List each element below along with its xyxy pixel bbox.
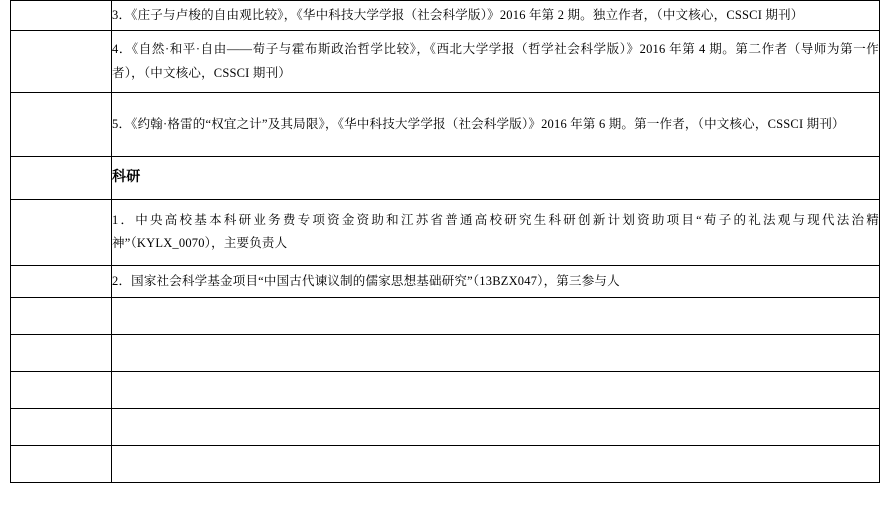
table-row bbox=[11, 445, 880, 482]
row-label-cell bbox=[11, 31, 112, 93]
publication-item-3: 3．《庄子与卢梭的自由观比较》，《华中科技大学学报（社会科学版）》2016 年第 2 期。独立作者，（中文核心，CSSCI 期刊） bbox=[112, 1, 880, 31]
table-row bbox=[11, 408, 880, 445]
table-row bbox=[11, 199, 880, 265]
table-row bbox=[11, 334, 880, 371]
row-label-cell bbox=[11, 199, 112, 265]
table-row bbox=[11, 93, 880, 157]
cv-table-body bbox=[11, 1, 880, 483]
empty-row-2 bbox=[112, 334, 880, 371]
research-project-2: 2．国家社会科学基金项目“中国古代谏议制的儒家思想基础研究”（13BZX047），第三参与人 bbox=[112, 265, 880, 297]
empty-row-4 bbox=[112, 408, 880, 445]
table-row bbox=[11, 31, 880, 93]
empty-row-5 bbox=[112, 445, 880, 482]
table-row bbox=[11, 297, 880, 334]
row-label-cell bbox=[11, 157, 112, 200]
row-label-cell bbox=[11, 408, 112, 445]
row-label-cell bbox=[11, 334, 112, 371]
row-label-cell bbox=[11, 445, 112, 482]
empty-row-3 bbox=[112, 371, 880, 408]
row-label-cell bbox=[11, 297, 112, 334]
publication-item-4: 4．《自然·和平·自由——荀子与霍布斯政治哲学比较》，《西北大学学报（哲学社会科学版）》2016 年第 4 期。第二作者（导师为第一作者），（中文核心，CSSCI 期刊） bbox=[112, 31, 880, 93]
table-row bbox=[11, 265, 880, 297]
publication-item-5: 5．《约翰·格雷的“权宜之计”及其局限》，《华中科技大学学报（社会科学版）》2016 年第 6 期。第一作者，（中文核心，CSSCI 期刊） bbox=[112, 93, 880, 157]
cv-table bbox=[10, 0, 880, 483]
table-row bbox=[11, 1, 880, 31]
row-label-cell bbox=[11, 371, 112, 408]
table-row bbox=[11, 371, 880, 408]
table-row bbox=[11, 157, 880, 200]
empty-row-1 bbox=[112, 297, 880, 334]
research-project-1: 1．中央高校基本科研业务费专项资金资助和江苏省普通高校研究生科研创新计划资助项目“荀子的礼法观与现代法治精神”（KYLX_0070），主要负责人 bbox=[112, 199, 880, 265]
row-label-cell bbox=[11, 265, 112, 297]
section-heading-research: 科研 bbox=[112, 157, 880, 200]
row-label-cell bbox=[11, 93, 112, 157]
row-label-cell bbox=[11, 1, 112, 31]
